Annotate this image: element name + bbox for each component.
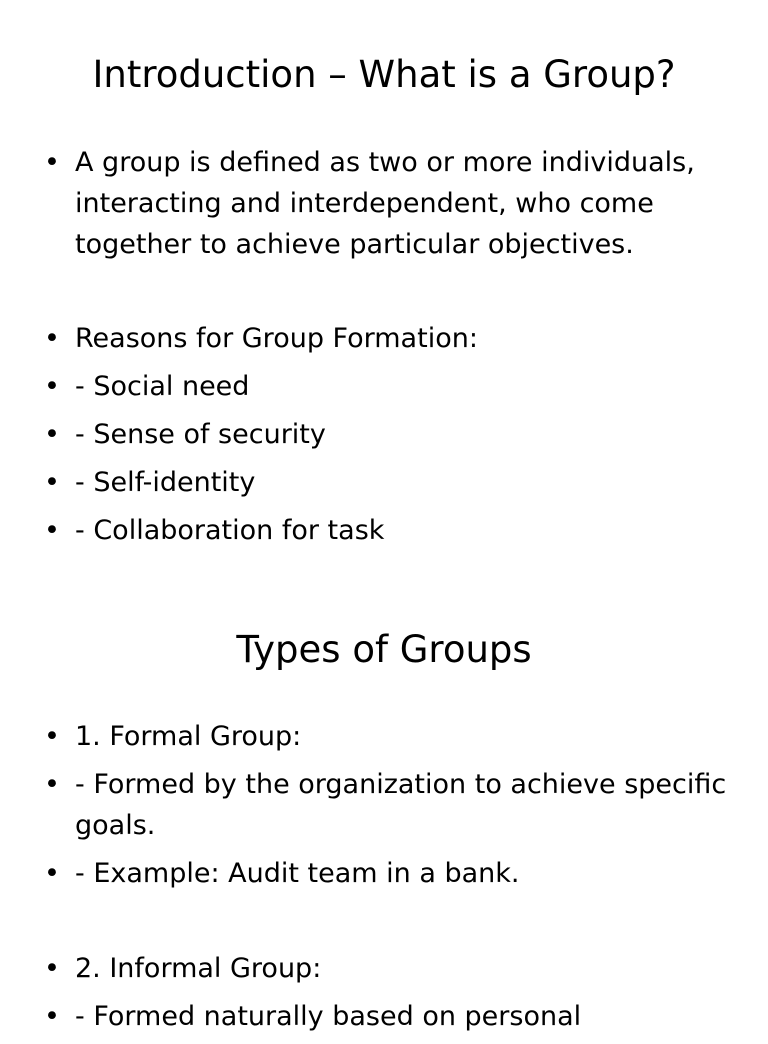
reason-bullet-collaboration: • - Collaboration for task (44, 510, 734, 551)
reasons-list (44, 318, 734, 558)
definition-list (44, 142, 734, 272)
reason-bullet-social-need: • - Social need (44, 366, 734, 407)
slide-title-types-of-groups: Types of Groups (236, 628, 532, 671)
formal-group-description-bullet: • - Formed by the organization to achieve specific goals. (44, 764, 734, 846)
slide-title-introduction: Introduction – What is a Group? (92, 53, 676, 96)
informal-group-description-bullet: • - Formed naturally based on personal (44, 996, 734, 1037)
reason-bullet-security: • - Sense of security (44, 414, 734, 455)
formal-group-heading-bullet: • 1. Formal Group: (44, 716, 734, 757)
formal-group-list (44, 716, 734, 901)
definition-bullet: • A group is defined as two or more individuals, interacting and interdependent, who come together to achieve particular objectives. (44, 142, 734, 265)
reasons-heading-bullet: • Reasons for Group Formation: (44, 318, 734, 359)
reason-bullet-self-identity: • - Self-identity (44, 462, 734, 503)
informal-group-list (44, 948, 734, 1044)
formal-group-example-bullet: • - Example: Audit team in a bank. (44, 853, 734, 894)
informal-group-heading-bullet: • 2. Informal Group: (44, 948, 734, 989)
